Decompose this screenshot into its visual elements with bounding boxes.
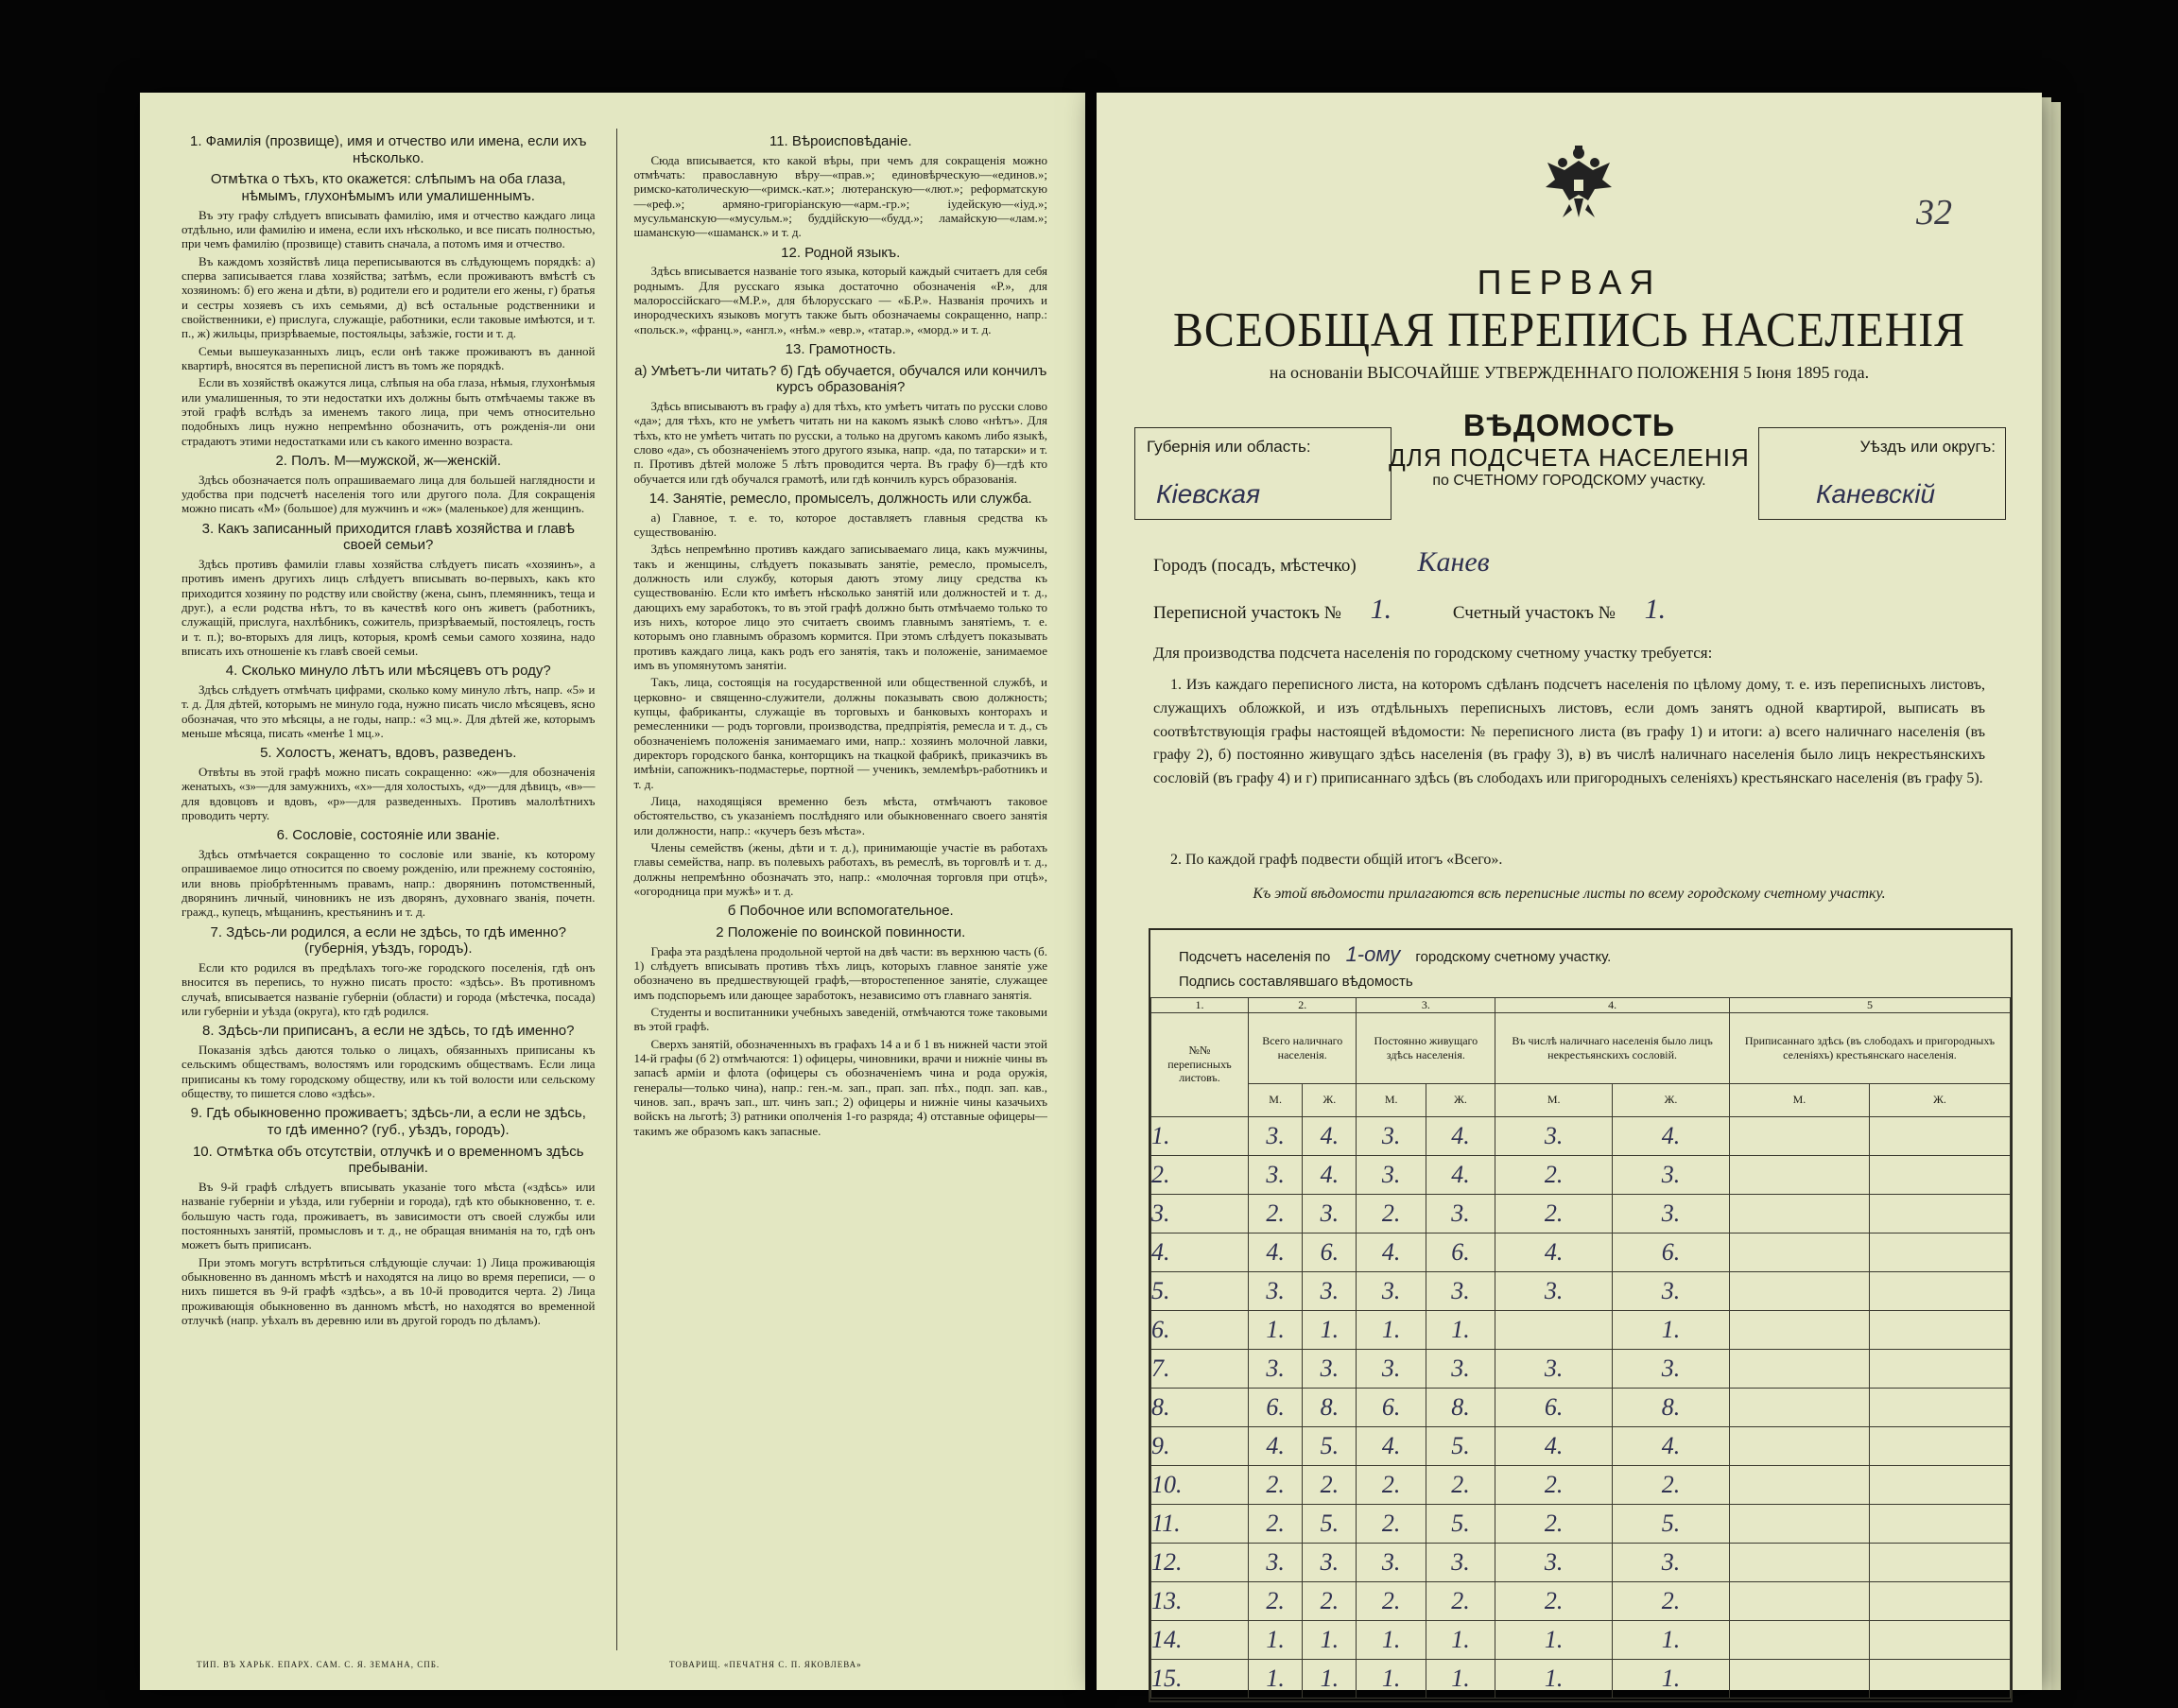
gorod-label: Городъ (посадъ, мѣстечко): [1153, 556, 1357, 576]
table-cell: 3.: [1357, 1116, 1426, 1155]
vedomost-heading: [1380, 408, 1758, 490]
table-cell: 3.: [1249, 1155, 1303, 1194]
table-cell: 1.: [1426, 1310, 1495, 1349]
table-cell: 2.: [1151, 1155, 1249, 1194]
table-cell: 2.: [1249, 1465, 1303, 1504]
table-cell: [1729, 1504, 1869, 1543]
table-cell: [1869, 1310, 2010, 1349]
table-cell: [1729, 1233, 1869, 1271]
table-cell: 2.: [1303, 1581, 1357, 1620]
instructions-item-2: 2. По каждой графѣ подвести общій итогъ «Всего».: [1170, 852, 1503, 868]
table-cell: 8.: [1613, 1388, 1730, 1426]
table-cell: 1.: [1357, 1620, 1426, 1659]
vedomost-scope: по СЧЕТНОМУ ГОРОДСКОМУ участку.: [1432, 473, 1706, 489]
perepisnoi-label: Переписной участокъ №: [1153, 603, 1341, 623]
table-cell: 3.: [1249, 1116, 1303, 1155]
section-heading: 12. Родной языкъ.: [781, 244, 901, 261]
printer-imprint-left: ТИП. ВЪ ХАРЬК. ЕПАРХ. САМ. С. Я. ЗЕМАНА, СПБ.: [197, 1660, 441, 1669]
section-paragraph: Показанія здѣсь даются только о лицахъ, обязанныхъ приписаны къ сельскимъ обществамъ, волостямъ или городскимъ обществамъ. Если лица приписаны къ тому городскому обществу, или къ той волости или сельскому обществу, то пишется слово «здѣсь».: [182, 1043, 596, 1101]
table-cell: 3.: [1249, 1543, 1303, 1581]
section-paragraph: а) Главное, т. е. то, которое доставляетъ главныя средства къ существованію.: [633, 509, 1047, 540]
table-cell: 3.: [1303, 1194, 1357, 1233]
table-cell: 3.: [1495, 1543, 1613, 1581]
table-cell: 3.: [1426, 1194, 1495, 1233]
table-cell: 3.: [1151, 1194, 1249, 1233]
perepisnoi-value: 1.: [1370, 594, 1392, 625]
table-cell: 1.: [1613, 1620, 1730, 1659]
gubernia-value: Кіевская: [1156, 479, 1261, 509]
table-cell: 10.: [1151, 1465, 1249, 1504]
table-cell: [1869, 1543, 2010, 1581]
section-heading: 9. Гдѣ обыкновенно проживаетъ; здѣсь-ли, а если не здѣсь, то гдѣ именно? (губ., уѣздъ, городъ).: [190, 1105, 586, 1139]
table-cell: 2.: [1613, 1581, 1730, 1620]
table-cell: 5.: [1426, 1504, 1495, 1543]
table-cell: 3.: [1495, 1349, 1613, 1388]
table-line-count-label: Подсчетъ населенія по: [1179, 949, 1331, 965]
column-number: 2.: [1249, 998, 1357, 1012]
column-number: 1.: [1151, 998, 1249, 1012]
vedomost-title: ВѢДОМОСТЬ: [1462, 408, 1675, 442]
table-line-count-suffix: городскому счетному участку.: [1415, 949, 1612, 965]
table-cell: [1869, 1581, 2010, 1620]
column-header: Приписаннаго здѣсь (въ слободахъ и пригородныхъ селеніяхъ) крестьянскаго населенія.: [1729, 1012, 2010, 1083]
table-line-signature: Подпись составлявшаго вѣдомость: [1179, 974, 1413, 991]
section-paragraph: Если кто родился въ предѣлахъ того-же городского поселенія, гдѣ онъ вносится въ перепись, то нужно писать просто: «здѣсь». Въ противномъ случаѣ, вписывается названіе губерніи (области) и города (мѣстечка, посада) или губерніи и уѣзда (округа), кто гдѣ родился.: [182, 960, 596, 1019]
table-cell: [1729, 1349, 1869, 1388]
male-subheader: М.: [1249, 1083, 1303, 1116]
left-page-instructions: [140, 93, 1085, 1690]
female-subheader: Ж.: [1869, 1083, 2010, 1116]
section-paragraph: Если въ хозяйствѣ окажутся лица, слѣпыя на оба глаза, нѣмыя, глухонѣмыя или умалишенныя, то эти недостатки ихъ должны быть отмѣчаемы также въ этой графѣ вслѣдъ за именемъ такого лица, при чемъ относительно подобныхъ лицъ нужно непремѣнно обозначить, отъ рожденія-ли они страдаютъ этими недостатками или съ какого именно возраста.: [182, 375, 596, 448]
table-cell: 11.: [1151, 1504, 1249, 1543]
table-cell: 6.: [1303, 1233, 1357, 1271]
table-line-count-value: 1-ому: [1345, 942, 1401, 966]
section-heading: 14. Занятіе, ремесло, промыселъ, должность или служба.: [648, 491, 1032, 508]
table-cell: 3.: [1613, 1543, 1730, 1581]
table-cell: 3.: [1495, 1271, 1613, 1310]
table-cell: [1869, 1426, 2010, 1465]
table-line-count: [1179, 938, 1982, 971]
section-paragraph: Графа эта раздѣлена продольной чертой на двѣ части: въ верхнюю часть (б. 1) слѣдуетъ вписывать противъ тѣхъ лицъ, которыхъ главное занятіе уже обозначено въ предшествующей графѣ,—второстепенное занятіе, служащее имъ подспорьемъ или дающее заработокъ, независимо отъ главнаго занятія.: [633, 943, 1047, 1002]
male-subheader: М.: [1495, 1083, 1613, 1116]
table-cell: 1.: [1249, 1310, 1303, 1349]
table-cell: 3.: [1426, 1271, 1495, 1310]
table-row: [1151, 1271, 2011, 1310]
section-heading: 4. Сколько минуло лѣтъ или мѣсяцевъ отъ роду?: [225, 663, 551, 680]
table-cell: 3.: [1303, 1271, 1357, 1310]
table-cell: 2.: [1613, 1465, 1730, 1504]
schetny-value: 1.: [1644, 594, 1667, 625]
table-cell: 6.: [1151, 1310, 1249, 1349]
table-cell: 4.: [1495, 1233, 1613, 1271]
gubernia-box: [1134, 427, 1392, 520]
table-cell: 9.: [1151, 1426, 1249, 1465]
table-cell: 5.: [1303, 1426, 1357, 1465]
table-cell: 4.: [1357, 1426, 1426, 1465]
printer-imprint-right: ТОВАРИЩ. «ПЕЧАТНЯ С. П. ЯКОВЛЕВА»: [669, 1660, 862, 1669]
table-cell: 1.: [1426, 1620, 1495, 1659]
table-cell: [1869, 1194, 2010, 1233]
instructions-intro: Для производства подсчета населенія по городскому счетному участку требуется:: [1153, 644, 1713, 662]
table-cell: 3.: [1303, 1543, 1357, 1581]
section-paragraph: Семьи вышеуказанныхъ лицъ, если онѣ также проживаютъ въ данной квартирѣ, вносятся въ переписной листъ въ томъ же порядкѣ.: [182, 343, 596, 373]
table-cell: 4.: [1151, 1233, 1249, 1271]
table-cell: 1.: [1303, 1659, 1357, 1698]
table-cell: [1869, 1659, 2010, 1698]
table-row: [1151, 1465, 2011, 1504]
count-table: [1150, 997, 2011, 1698]
table-cell: 2.: [1357, 1194, 1426, 1233]
section-heading: 1. Фамилія (прозвище), имя и отчество или имена, если ихъ нѣсколько.: [189, 133, 587, 166]
gubernia-label: Губернія или область:: [1147, 438, 1311, 456]
uezd-value: Каневскій: [1816, 479, 1936, 509]
column-number: 5: [1729, 998, 2010, 1012]
table-cell: 4.: [1303, 1116, 1357, 1155]
table-cell: [1729, 1543, 1869, 1581]
column-header: Въ числѣ наличнаго населенія было лицъ некрестьянскихъ сословій.: [1495, 1012, 1730, 1083]
table-cell: 2.: [1357, 1465, 1426, 1504]
table-cell: [1495, 1310, 1613, 1349]
table-cell: 1.: [1303, 1620, 1357, 1659]
table-cell: 1.: [1249, 1620, 1303, 1659]
table-cell: 4.: [1303, 1155, 1357, 1194]
column-number: 4.: [1495, 998, 1730, 1012]
section-paragraph: При этомъ могутъ встрѣтиться слѣдующіе случаи: 1) Лица проживающія обыкновенно въ данномъ мѣстѣ и находятся на лицо во время переписи, — о нихъ пишется въ 9-й графѣ «здѣсь», а въ 10-й проводится черта. 2) Лица проживающія обыкновенно въ данномъ мѣстѣ, но находятся во временной отлучкѣ (напр. уѣхалъ въ деревню или въ другой городъ по дѣламъ).: [182, 1254, 596, 1328]
column-header: Всего наличнаго населенія.: [1249, 1012, 1357, 1083]
male-subheader: М.: [1357, 1083, 1426, 1116]
table-cell: 3.: [1426, 1543, 1495, 1581]
table-cell: [1729, 1155, 1869, 1194]
table-cell: 1.: [1357, 1659, 1426, 1698]
table-cell: [1729, 1271, 1869, 1310]
title-census: ВСЕОБЩАЯ ПЕРЕПИСЬ НАСЕЛЕНІЯ: [1173, 303, 1965, 357]
column-header: №№ переписныхъ листовъ.: [1151, 1012, 1249, 1116]
table-cell: 6.: [1426, 1233, 1495, 1271]
table-cell: 8.: [1426, 1388, 1495, 1426]
table-cell: 2.: [1426, 1581, 1495, 1620]
instructions-column-1: [182, 129, 596, 1650]
table-cell: 2.: [1495, 1465, 1613, 1504]
table-cell: 2.: [1495, 1194, 1613, 1233]
table-cell: 2.: [1249, 1581, 1303, 1620]
uchastok-row: [1153, 594, 1666, 626]
table-cell: 8.: [1151, 1388, 1249, 1426]
table-cell: 3.: [1357, 1349, 1426, 1388]
section-paragraph: Такъ, лица, состоящія на государственной или общественной службѣ, и церковно- и священно-служители, должны показывать свою должность; купцы, фабриканты, служащіе въ торговыхъ и банковыхъ конторахъ и ремесленники — родъ торговли, производства, предпріятія, ремесла и т. д., съ обозначеніемъ положенія занимаемаго ими, напр.: хозяинъ молочной лавки, директоръ городского банка, конторщикъ на ткацкой фабрикѣ, приказчикъ въ имѣніи, сапожникъ-подмастерье, портной — ученикъ, землемѣръ-работникъ и т. д.: [633, 675, 1047, 791]
table-cell: 2.: [1357, 1581, 1426, 1620]
table-cell: [1729, 1310, 1869, 1349]
table-cell: 8.: [1303, 1388, 1357, 1426]
section-heading: 10. Отмѣтка объ отсутствіи, отлучкѣ и о временномъ здѣсь пребываніи.: [192, 1143, 584, 1177]
table-cell: 6.: [1249, 1388, 1303, 1426]
table-cell: [1729, 1116, 1869, 1155]
table-cell: [1869, 1388, 2010, 1426]
table-cell: 4.: [1357, 1233, 1426, 1271]
instructions-note: Къ этой вѣдомости прилагаются всѣ переписные листы по всему городскому счетному участку.: [1253, 886, 1886, 902]
table-cell: 13.: [1151, 1581, 1249, 1620]
table-cell: 1.: [1613, 1659, 1730, 1698]
table-cell: [1729, 1620, 1869, 1659]
section-paragraph: Здѣсь противъ фамиліи главы хозяйства слѣдуетъ писать «хозяинъ», а противъ именъ другихъ лицъ слѣдуетъ вписывать во-первыхъ, какъ кто приходится хозяину по родству или свойству (жена, сынъ, племянникъ, теща и друг.), а если родства нѣтъ, то въ качествѣ кого онъ живетъ (работникъ, служащій, прислуга, нахлѣбникъ, сожитель, призрѣваемый, постоялецъ, гость и т. п.); во-вторыхъ для лицъ, которыя, кромѣ семьи самого хозяина, надо вписать ихъ отношеніе къ главѣ своей семьи.: [182, 557, 596, 659]
section-paragraph: Здѣсь слѣдуетъ отмѣчать цифрами, сколько кому минуло лѣтъ, напр. «5» и т. д. Для дѣтей, которымъ не минуло года, нужно писать число мѣсяцевъ, ясно обозначая, что это мѣсяцы, а не годы, напр.: «3 мц.». Для дѣтей же, которымъ меньше мѣсяца, писать «менѣе 1 мц.».: [182, 682, 596, 741]
section-paragraph: Въ каждомъ хозяйствѣ лица переписываются въ слѣдующемъ порядкѣ: а) сперва записывается глава хозяйства; затѣмъ, если проживаютъ вмѣстѣ съ хозяиномъ: б) его жена и дѣти, в) родители его и родители его жены, г) братья и сестры хозяевъ съ ихъ семьями, д) всѣ остальные родственники и свойственники, е) прислуга, служащіе, работники, если таковые имѣются, и т. п., ж) жильцы, призрѣваемые, постояльцы, заѣзжіе, гости и т. д.: [182, 253, 596, 341]
table-cell: 4.: [1426, 1155, 1495, 1194]
table-cell: 2.: [1495, 1504, 1613, 1543]
column-header: Постоянно живущаго здѣсь населенія.: [1357, 1012, 1495, 1083]
table-cell: [1729, 1426, 1869, 1465]
section-paragraph: Въ 9-й графѣ слѣдуетъ вписывать указаніе того мѣста («здѣсь» или названіе губерніи и уѣзда, или губерніи и города), гдѣ кто обыкновенно, т. е. большую часть года, проживаетъ, въ зависимости отъ своей службы или постоянныхъ занятій, промысловъ и т. д., не обращая вниманія на то, гдѣ онъ можетъ быть приписанъ.: [182, 1180, 596, 1252]
table-cell: 4.: [1613, 1116, 1730, 1155]
table-cell: 2.: [1357, 1504, 1426, 1543]
section-paragraph: Здѣсь обозначается полъ опрашиваемаго лица для большей наглядности и удобства при подсчетѣ населенія того или другого пола. Для сокращенія можно писать «М» (большое) для мужчинъ и «ж» (маленькое) для женщинъ.: [182, 472, 596, 516]
table-cell: 15.: [1151, 1659, 1249, 1698]
female-subheader: Ж.: [1613, 1083, 1730, 1116]
table-cell: 2.: [1495, 1155, 1613, 1194]
handwritten-page-number: 32: [1916, 193, 1952, 233]
section-heading: 6. Сословіе, состояніе или званіе.: [276, 827, 500, 844]
section-heading: 13. Грамотность.: [785, 340, 896, 357]
table-cell: [1729, 1659, 1869, 1698]
table-cell: 2.: [1249, 1194, 1303, 1233]
table-cell: [1869, 1620, 2010, 1659]
section-paragraph: Лица, находящіяся временно безъ мѣста, отмѣчаютъ таковое обстоятельство, съ указаніемъ послѣдняго или обыкновеннаго своего занятія или должности, напр.: «кучеръ безъ мѣста».: [633, 793, 1047, 837]
table-cell: [1729, 1388, 1869, 1426]
table-cell: 1.: [1495, 1620, 1613, 1659]
table-cell: 3.: [1249, 1271, 1303, 1310]
table-cell: 5.: [1303, 1504, 1357, 1543]
section-heading: Отмѣтка о тѣхъ, кто окажется: слѣпымъ на оба глаза, нѣмымъ, глухонѣмымъ или умалишеннымъ.: [210, 171, 566, 205]
section-heading: а) Умѣетъ-ли читать? б) Гдѣ обучается, обучался или кончилъ курсъ образованія?: [634, 362, 1047, 396]
table-cell: 6.: [1495, 1388, 1613, 1426]
table-cell: 3.: [1249, 1349, 1303, 1388]
male-subheader: М.: [1729, 1083, 1869, 1116]
gorod-value: Канев: [1417, 546, 1490, 578]
table-cell: 1.: [1151, 1116, 1249, 1155]
section-paragraph: Здѣсь вписываютъ въ графу а) для тѣхъ, кто умѣетъ читать по русски слово «да»; для тѣхъ, кто не умѣетъ читать ни на какомъ языкѣ слово «нѣтъ». Для тѣхъ, кто не умѣетъ читать по русски, а только на другомъ какомъ либо языкѣ, слово «да», съ обозначеніемъ этого другого языка, напр. «да, по татарски» и т. п. Противъ дѣтей моложе 5 лѣтъ проводится черта. Въ графу б)—гдѣ кто обучается или гдѣ обучался грамотѣ, или гдѣ кончилъ курсъ образованія.: [633, 399, 1047, 486]
table-cell: [1869, 1271, 2010, 1310]
section-paragraph: Сюда вписывается, кто какой вѣры, при чемъ для сокращенія можно отмѣчать: православную вѣру—«прав.»; единовѣрческую—«единов.»; римско-католическую—«римск.-кат.»; лютеранскую—«лют.»; реформатскую—«реф.»; армяно-григоріанскую—«арм.-гр.»; іудейскую—«іуд.»; мусульманскую—«мусульм.»; буддійскую—«будд.»; ламайскую—«лам.»; шаманскую—«шаманск.» и т. д.: [633, 152, 1047, 240]
uezd-box: [1758, 427, 2006, 520]
table-cell: 3.: [1613, 1271, 1730, 1310]
section-paragraph: Здѣсь отмѣчается сокращенно то сословіе или званіе, къ которому опрашиваемое лицо относится по своему рожденію, или прежнему состоянію, или вновь пріобрѣтеннымъ правамъ, напр.: дворянинъ потомственный, дворянинъ личный, чиновникъ не изъ дворянъ, духовнаго званія, почетн. гражд., купецъ, мѣщанинъ, крестьянинъ и т. д.: [182, 847, 596, 920]
table-cell: 4.: [1495, 1426, 1613, 1465]
table-cell: 1.: [1357, 1310, 1426, 1349]
table-row: [1151, 1349, 2011, 1388]
table-cell: [1869, 1233, 2010, 1271]
table-cell: [1729, 1194, 1869, 1233]
table-cell: 1.: [1495, 1659, 1613, 1698]
table-row: [1151, 1388, 2011, 1426]
instructions-item-1: 1. Изъ каждаго переписного листа, на которомъ сдѣланъ подсчетъ населенія по цѣлому дому, т. е. изъ переписныхъ листовъ, служащихъ обложкой, и изъ отдѣльныхъ переписныхъ листовъ, если домъ занятъ одной квартирой, выписать въ соотвѣтствующія графы настоящей вѣдомости: № переписного листа (въ графу 1) и итоги: а) всего наличнаго населенія (въ графу 2), б) постоянно живущаго здѣсь населенія (въ графу 3), в) въ числѣ наличнаго населенія было лицъ некрестьянскихъ сословій (въ графу 4) и г) приписаннаго здѣсь (въ слободахъ или пригородныхъ селеніяхъ) крестьянскаго населенія (въ графу 5).: [1153, 677, 1985, 787]
gorod-row: [1153, 546, 1490, 578]
table-cell: 5.: [1151, 1271, 1249, 1310]
table-cell: 4.: [1249, 1426, 1303, 1465]
table-row: [1151, 1620, 2011, 1659]
table-cell: 3.: [1495, 1116, 1613, 1155]
table-cell: 3.: [1357, 1271, 1426, 1310]
section-heading: 3. Какъ записанный приходится главѣ хозяйства и главѣ своей семьи?: [201, 520, 575, 554]
female-subheader: Ж.: [1426, 1083, 1495, 1116]
table-cell: 3.: [1303, 1349, 1357, 1388]
table-row: [1151, 1310, 2011, 1349]
table-cell: 2.: [1426, 1465, 1495, 1504]
section-heading: 8. Здѣсь-ли приписанъ, а если не здѣсь, то гдѣ именно?: [202, 1023, 575, 1040]
column-number: 3.: [1357, 998, 1495, 1012]
table-cell: 5.: [1426, 1426, 1495, 1465]
table-cell: 7.: [1151, 1349, 1249, 1388]
section-paragraph: Студенты и воспитанники учебныхъ заведеній, отмѣчаются тоже таковыми въ этой графѣ.: [633, 1004, 1047, 1034]
table-cell: 2.: [1249, 1504, 1303, 1543]
section-paragraph: Здѣсь вписывается названіе того языка, который каждый считаетъ для себя роднымъ. Для русскаго языка достаточно обозначенія «Р.», для малороссійскаго—«М.Р.», для бѣлорусскаго — «Б.Р.». Названія прочихъ и инородческихъ языковъ могутъ также быть обозначаемы сокращенно, напр.: «польск.», «франц.», «англ.», «нѣм.» «евр.», «татар.», «морд.» и т. д.: [633, 264, 1047, 336]
table-cell: 3.: [1613, 1194, 1730, 1233]
table-row: [1151, 1155, 2011, 1194]
table-cell: 6.: [1613, 1233, 1730, 1271]
instructions-column-2: [616, 129, 1048, 1650]
section-paragraph: Сверхъ занятій, обозначенныхъ въ графахъ 14 а и б 1 въ нижней части этой 14-й графы (б 2) отмѣчаются: 1) офицеры, чиновники, врачи и нижніе чины въ запасѣ арміи и флота (офицеры съ обозначеніемъ чина и рода оружія, генералы—только чина), напр.: ген.-м. зап., прап. зап. пѣх., подп. зап. кав., чинов. зап., врачъ зап., шт. чинъ зап.; 2) офицеры и нижніе чины казачьихъ войскъ на льготѣ; 3) ратники ополченія 1-го разряда; 4) отставные офицеры—такимъ же образомъ какъ запасные.: [633, 1036, 1047, 1138]
table-row: [1151, 1504, 2011, 1543]
section-heading: 2. Полъ. М—мужской, ж—женскій.: [275, 453, 502, 469]
double-headed-eagle-emblem-icon: [1536, 142, 1621, 227]
table-row: [1151, 1116, 2011, 1155]
schetny-label: Счетный участокъ №: [1452, 603, 1616, 623]
section-heading: 7. Здѣсь-ли родился, а если не здѣсь, то гдѣ именно? (губернія, уѣздъ, городъ).: [210, 923, 566, 958]
title-legal-basis: на основаніи ВЫСОЧАЙШЕ УТВЕРЖДЕННАГО ПОЛОЖЕНІЯ 5 Іюня 1895 года.: [1269, 363, 1870, 382]
uezd-label: Уѣздъ или округъ:: [1859, 438, 1996, 456]
table-cell: 3.: [1357, 1155, 1426, 1194]
section-heading: 5. Холостъ, женатъ, вдовъ, разведенъ.: [260, 745, 517, 762]
table-cell: [1869, 1465, 2010, 1504]
table-cell: 1.: [1303, 1310, 1357, 1349]
table-row: [1151, 1581, 2011, 1620]
table-cell: 2.: [1495, 1581, 1613, 1620]
table-cell: 1.: [1613, 1310, 1730, 1349]
table-header-lines: [1150, 930, 2011, 997]
table-row: [1151, 1543, 2011, 1581]
table-cell: 4.: [1426, 1116, 1495, 1155]
table-cell: [1869, 1155, 2010, 1194]
section-paragraph: Въ эту графу слѣдуетъ вписывать фамилію, имя и отчество каждаго лица отдѣльно, или фамилію и имена, если ихъ нѣсколько, и все писать полностью, при чемъ фамилію (прозвище) ставить сначала, а потомъ имя и отчество.: [182, 207, 596, 251]
right-page-form: [1097, 93, 2042, 1690]
table-cell: 6.: [1357, 1388, 1426, 1426]
table-cell: 1.: [1426, 1659, 1495, 1698]
table-cell: [1869, 1349, 2010, 1388]
table-cell: 3.: [1426, 1349, 1495, 1388]
table-cell: [1869, 1116, 2010, 1155]
table-cell: 4.: [1613, 1426, 1730, 1465]
table-cell: [1729, 1465, 1869, 1504]
table-row: [1151, 1233, 2011, 1271]
female-subheader: Ж.: [1303, 1083, 1357, 1116]
table-cell: 3.: [1613, 1349, 1730, 1388]
table-cell: 12.: [1151, 1543, 1249, 1581]
table-cell: 5.: [1613, 1504, 1730, 1543]
table-cell: 2.: [1303, 1465, 1357, 1504]
section-heading: 11. Вѣроисповѣданіе.: [769, 133, 912, 149]
section-paragraph: Здѣсь непремѣнно противъ каждаго записываемаго лица, какъ мужчины, такъ и женщины, слѣдуетъ показывать занятіе, ремесло, промыселъ, должность или службу, которыя даютъ этому лицу средства къ существованію. Если кто имѣетъ нѣсколько занятій или должностей и т. д., дающихъ ему заработокъ, то въ этой графѣ должно быть отмѣчаемо только то изъ нихъ, которое лицо это считаетъ своимъ главнымъ занятіемъ, т. е. которымъ оно главнымъ образомъ кормится. При этомъ слѣдуетъ показывать противъ каждаго лица, какъ родъ его занятія, такъ и положеніе, занимаемое имъ въ упомянутомъ занятіи.: [633, 542, 1047, 672]
section-paragraph: Члены семействъ (жены, дѣти и т. д.), принимающіе участіе въ работахъ главы семейства, напр. въ полевыхъ работахъ, въ ремеслѣ, въ торговлѣ и т. д., должны непремѣнно обозначать это, напр.: «молочная торговля при отцѣ», «огородница при мужѣ» и т. д.: [633, 839, 1047, 898]
population-count-table: [1149, 928, 2013, 1702]
table-cell: 3.: [1613, 1155, 1730, 1194]
table-cell: [1729, 1581, 1869, 1620]
vedomost-subtitle: ДЛЯ ПОДСЧЕТА НАСЕЛЕНІЯ: [1389, 443, 1750, 472]
section-paragraph: Отвѣты въ этой графѣ можно писать сокращенно: «ж»—для обозначенія женатыхъ, «з»—для замужнихъ, «х»—для холостыхъ, «д»—для дѣвицъ, «в»—для вдовцовъ и вдовъ, «р»—для разведенныхъ. Противъ малолѣтнихъ проводить черту.: [182, 765, 596, 823]
table-row: [1151, 1194, 2011, 1233]
table-cell: [1869, 1504, 2010, 1543]
section-heading: 2 Положеніе по воинской повинности.: [716, 923, 966, 940]
table-row: [1151, 1426, 2011, 1465]
section-heading: б Побочное или вспомогательное.: [727, 903, 954, 920]
title-first: ПЕРВАЯ: [1477, 263, 1662, 302]
table-cell: 14.: [1151, 1620, 1249, 1659]
table-cell: 3.: [1357, 1543, 1426, 1581]
table-cell: 1.: [1249, 1659, 1303, 1698]
table-cell: 4.: [1249, 1233, 1303, 1271]
table-row: [1151, 1659, 2011, 1698]
